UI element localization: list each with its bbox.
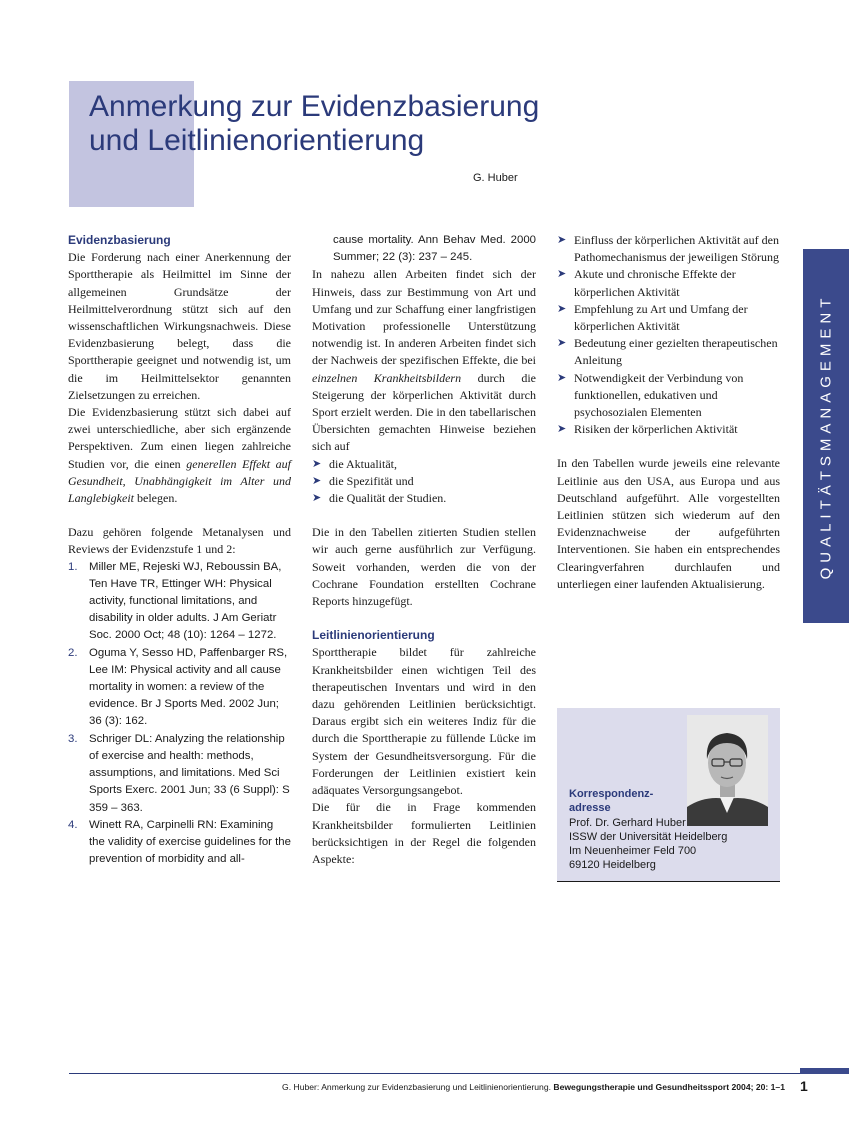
paragraph: Die für die in Frage kommenden Krankheitsbilder formulierten Leitlinien berücksichtigen in der Regel die folgenden Aspekte: xyxy=(312,800,536,866)
page-title xyxy=(89,90,539,158)
reference-item: 4. Winett RA, Carpinelli RN: Examining the validity of exercise guidelines for the prevention of morbidity and all- xyxy=(68,818,291,866)
paragraph: Sporttherapie bildet für zahlreiche Krankheitsbilder einen wichtigen Teil des therapeutischen Inventars und wird in den dazu gehörenden Leitlinien berücksichtigt. Daraus ergibt sich ein weiteres Indiz für die durch die Sporttherapie zu füllende Lücke im System der Gesundheitsversorgung. Für die Forderungen der Leitlinien existiert kein adäquates Versorgungsangebot. xyxy=(312,645,536,798)
list-item: ➤ die Spezifität und xyxy=(312,473,536,490)
contact-street: Im Neuenheimer Feld 700 xyxy=(569,845,697,858)
paragraph: In nahezu allen Arbeiten findet sich der Hinweis, dass zur Bestimmung von Art und Umfang und zur Schaffung einer langfristigen Motivation professionelle Unterstützung notwendig ist. In anderen Arbeiten findet sich der Nachweis der spezifischen Effekte, die bei einzelnen Krankheitsbildern durch die Steigerung der körperlichen Aktivität durch Sport erzielt werden. Die in den tabellarischen Übersichten gemachten Hinweise beziehen sich auf xyxy=(312,267,536,454)
list-item: ➤ Akute und chronische Effekte der körperlichen Aktivität xyxy=(557,267,736,299)
correspondence-label: adresse xyxy=(569,802,611,815)
correspondence-label: Korrespondenz- xyxy=(569,788,654,800)
list-item: ➤ Notwendigkeit der Verbindung von funktionellen, edukativen und psychosozialen Elementen xyxy=(557,370,744,420)
reference-item: 1. Miller ME, Rejeski WJ, Reboussin BA, Ten Have TR, Ettinger WH: Physical activity, functional limitations, and disability in older adults. J Am Geriatr Soc. 2000 Oct; 48 (10): 1264 – 1272. xyxy=(68,560,282,642)
title-line-2: und Leitlinienorientierung xyxy=(89,124,425,157)
bullet-list xyxy=(312,456,536,508)
section-tab xyxy=(803,249,849,623)
author: G. Huber xyxy=(473,172,518,184)
column-3 xyxy=(557,232,780,593)
paragraph: In den Tabellen wurde jeweils eine relevante Leitlinie aus den USA, aus Europa und aus Deutschland aufgeführt. Alle vorgestellten Leitlinien stützen sich wiederum auf den Evidenznachweise der aufgeführten Interventionen. Sie haben ein entsprechendes Clearingverfahren durchlaufen und unterliegen einer laufenden Aktualisierung. xyxy=(557,456,780,591)
column-1 xyxy=(68,232,291,868)
list-item: ➤ Einfluss der körperlichen Aktivität auf den Pathomechanismus der jeweiligen Störung xyxy=(557,233,779,265)
arrow-bullet-icon: ➤ xyxy=(557,302,567,315)
page-number: 1 xyxy=(800,1078,808,1094)
paragraph: Dazu gehören folgende Metanalysen und Reviews der Evidenzstufe 1 und 2: xyxy=(68,525,291,557)
arrow-bullet-icon: ➤ xyxy=(557,268,567,281)
footer-rule xyxy=(69,1073,800,1074)
column-2 xyxy=(312,232,536,868)
contact-institution: ISSW der Universität Heidelberg xyxy=(569,830,728,843)
list-item: ➤ Bedeutung einer gezielten therapeutischen Anleitung xyxy=(557,336,778,368)
list-item: ➤ Empfehlung zu Art und Umfang der körperlichen Aktivität xyxy=(557,301,748,334)
list-item: ➤ die Aktualität, xyxy=(312,456,536,473)
paragraph: Die Evidenzbasierung stützt sich dabei auf zwei unterschiedliche, aber sich ergänzende Perspektiven. Zum einen liegen zahlreiche Studien vor, die einen generellen Effekt auf Gesundheit, Unabhängigkeit im Alter und Langlebigkeit belegen. xyxy=(68,405,291,506)
contact-name: Prof. Dr. Gerhard Huber xyxy=(569,816,686,829)
reference-continuation: cause mortality. Ann Behav Med. 2000 Summer; 22 (3): 237 – 245. xyxy=(333,234,536,264)
section-heading-leitlinien: Leitlinienorientierung xyxy=(312,628,435,643)
reference-list xyxy=(68,559,291,869)
list-item: ➤ die Qualität der Studien. xyxy=(312,490,536,507)
reference-item: 3. Schriger DL: Analyzing the relationship of exercise and health: methods, assumptions, and limitations. Med Sci Sports Exerc. 2001 Jun; 33 (6 Suppl): S 359 – 363. xyxy=(68,732,290,814)
footer-citation: G. Huber: Anmerkung zur Evidenzbasierung und Leitlinienorientierung. Bewegungstherapie und Gesundheitssport 2004; 20: 1–1 xyxy=(282,1082,785,1092)
contact-city: 69120 Heidelberg xyxy=(569,859,656,872)
arrow-bullet-icon: ➤ xyxy=(557,423,567,436)
correspondence-box xyxy=(557,708,780,882)
section-heading-evidenz: Evidenzbasierung xyxy=(68,233,171,247)
footer-accent xyxy=(800,1068,849,1074)
paragraph: Die in den Tabellen zitierten Studien stellen wir auch gerne ausführlich zur Verfügung. Soweit vorhanden, werden die von der Cochrane Foundation erstellten Cochrane Reports hinzugefügt. xyxy=(312,525,536,609)
title-line-1: Anmerkung zur Evidenzbasierung xyxy=(89,90,540,123)
correspondence-address xyxy=(569,787,727,873)
arrow-bullet-icon: ➤ xyxy=(557,234,567,246)
bullet-list xyxy=(557,232,780,438)
arrow-bullet-icon: ➤ xyxy=(557,371,567,384)
paragraph: Die Forderung nach einer Anerkennung der Sporttherapie als Heilmittel im Sinne der allgemeinen Grundsätze der Heilmittelverordnung stützt sich auf den wissenschaftlichen Wirkungsnachweis. Diese Evidenzbasierung belegt, dass die Sporttherapie geeignet und notwendig ist, um die im Heilmittelsektor genannten Zielsetzungen zu erreichen. xyxy=(68,250,291,402)
reference-item: 2. Oguma Y, Sesso HD, Paffenbarger RS, Lee IM: Physical activity and all cause mortality in women: a review of the evidence. Br J Sports Med. 2002 Jun; 36 (3): 162. xyxy=(68,646,288,728)
arrow-bullet-icon: ➤ xyxy=(557,337,567,350)
arrow-bullet-icon: ➤ xyxy=(312,474,322,487)
section-tab-label: QUALITÄTSMANAGEMENT xyxy=(817,293,835,579)
arrow-bullet-icon: ➤ xyxy=(312,457,322,470)
list-item: ➤ Risiken der körperlichen Aktivität xyxy=(557,421,780,438)
arrow-bullet-icon: ➤ xyxy=(312,492,322,505)
